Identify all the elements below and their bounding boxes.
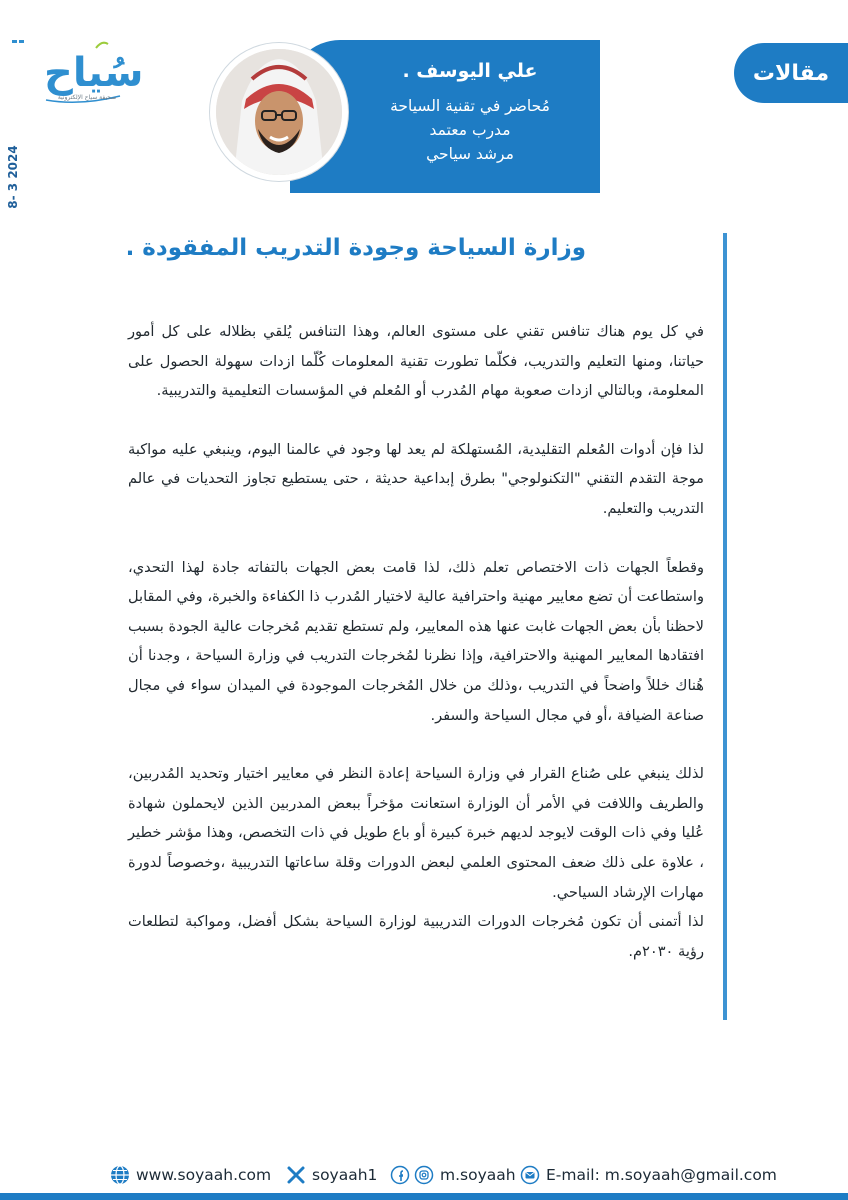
article-paragraph: في كل يوم هناك تنافس تقني على مستوى العالم، وهذا التنافس يُلقي بظلاله على كل أمور حياتنا، ومنها التعليم والتدريب، فكلّما تطورت تقنية المعلومات كُلّما ازدات سهولة الحصول على المعلومة، وبالتالي ازدات صعوبة مهام المُدرب أو المُعلم في المؤسسات التعليمية والتدريبية.	[128, 323, 704, 400]
footer-x[interactable]	[286, 1164, 377, 1186]
instagram-icon	[414, 1165, 434, 1185]
facebook-icon	[390, 1165, 410, 1185]
email-text: E-mail: m.soyaah@gmail.com	[546, 1166, 777, 1184]
email-icon	[520, 1165, 540, 1185]
article-paragraph: لذلك ينبغي على صُناع القرار في وزارة السياحة إعادة النظر في معايير اختيار وتحديد المُدربين، والطريف واللافت في الأمر أن الوزارة استعانت مؤخراً ببعض المدربين الذين لايحملون شهادة عُليا وفي ذات الوقت لايوجد لديهم خبرة كبيرة أو باع طويل في ذات التخصص، وهذا مؤشر خطير ، علاوة على ذلك ضعف المحتوى العلمي لبعض الدورات وقلة ساعاتها التدريبية ،وخصوصاً لدورة مهارات الإرشاد السياحي.	[128, 765, 704, 901]
footer	[0, 1156, 848, 1200]
globe-icon	[110, 1165, 130, 1185]
footer-bar	[0, 1193, 848, 1200]
brand-tagline: صحيفة سياح الإلكترونية	[57, 94, 117, 101]
issue-date: 8- 3 2024	[6, 145, 20, 209]
article-title: وزارة السياحة وجودة التدريب المفقودة .	[125, 235, 586, 261]
x-handle-text: soyaah1	[312, 1166, 378, 1184]
author-role: مدرب معتمد	[429, 121, 511, 139]
footer-social[interactable]	[390, 1164, 516, 1186]
section-label: مقالات	[752, 60, 830, 86]
author-name: علي اليوسف .	[402, 60, 538, 82]
brand-logo	[10, 36, 144, 106]
x-icon	[286, 1165, 306, 1185]
title-accent-bar	[723, 233, 727, 1020]
footer-website[interactable]	[110, 1164, 271, 1186]
footer-email[interactable]	[520, 1164, 777, 1186]
article-body	[128, 317, 704, 966]
brand-name: سُياح	[44, 50, 144, 96]
section-badge	[734, 43, 848, 103]
article-paragraph: لذا أتمنى أن تكون مُخرجات الدورات التدريبية لوزارة السياحة بشكل أفضل، ومواكبة لتطلعات رؤية ٢٠٣٠م.	[128, 913, 704, 960]
website-text: www.soyaah.com	[136, 1166, 272, 1184]
author-role: مرشد سياحي	[426, 145, 514, 163]
social-handle-text: m.soyaah	[440, 1166, 516, 1184]
article-paragraph: وقطعاً الجهات ذات الاختصاص تعلم ذلك، لذا قامت بعض الجهات بالتفاته جادة لهذا التحدي، واستطاعت أن تضع معايير مهنية واحترافية عالية لاختيار المُدرب ذا الكفاءة والخبرة، وفي المقابل لاحظنا بأن بعض الجهات غابت عنها هذه المعايير، ولم تستطع تقديم مُخرجات عالية الجودة بسبب افتقادها المعايير المهنية والاحترافية، وإذا نظرنا لمُخرجات التدريب في وزارة السياحة ، وجدنا أن هُناك خللاً واضحاً في التدريب ،وذلك من خلال المُخرجات الموجودة في الميدان سواء في مجال صناعة الضيافة ،أو في مجال السياحة والسفر.	[128, 558, 704, 724]
author-avatar	[210, 43, 348, 181]
article-paragraph: لذا فإن أدوات المُعلم التقليدية، المُستهلكة لم يعد لها وجود في عالمنا اليوم، وينبغي عليه مواكبة موجة التقدم التقني "التكنولوجي" بطرق إبداعية حديثة ، حتى يستطيع تجاوز التحديات في عالم التدريب والتعليم.	[128, 440, 704, 517]
author-info	[370, 60, 570, 166]
author-portrait	[216, 49, 342, 175]
author-role: مُحاضر في تقنية السياحة	[390, 97, 550, 115]
